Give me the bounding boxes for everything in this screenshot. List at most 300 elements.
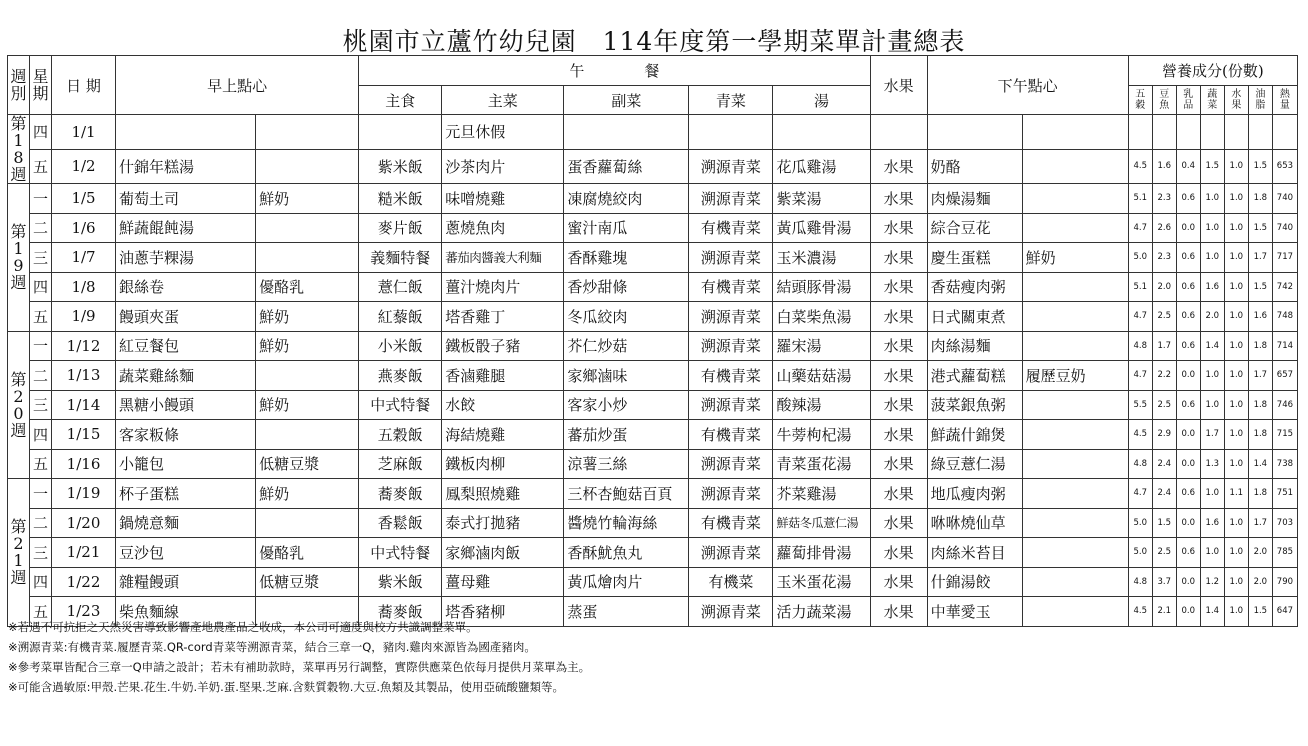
side-cell: 黃瓜燴肉片 [564, 567, 689, 597]
bf2-cell: 低糖豆漿 [256, 449, 359, 479]
header-weekday: 星 期 [30, 56, 52, 115]
nutrition-cell: 0.0 [1176, 567, 1200, 597]
pm2-cell [1022, 479, 1128, 509]
nutrition-cell: 2.0 [1152, 272, 1176, 302]
side-cell: 家鄉滷味 [564, 361, 689, 391]
bf2-cell: 鮮奶 [256, 479, 359, 509]
soup-cell: 羅宋湯 [773, 331, 870, 361]
bf-cell: 豆沙包 [116, 538, 256, 568]
table-body [8, 115, 1298, 627]
staple-cell: 中式特餐 [359, 538, 442, 568]
bf2-cell: 優酪乳 [256, 538, 359, 568]
footnote: ※可能含過敏原:甲殼.芒果.花生.牛奶.羊奶.蛋.堅果.芝麻.含麩質穀物.大豆.魚類及其製品，使用亞硫酸鹽類等。 [8, 680, 565, 694]
bf-cell: 鮮蔬餛飩湯 [116, 213, 256, 243]
veg-cell: 溯源青菜 [689, 331, 773, 361]
nutrition-cell: 1.7 [1248, 508, 1272, 538]
bf-cell: 饅頭夾蛋 [116, 302, 256, 332]
nutrition-cell: 1.0 [1200, 361, 1224, 391]
nutrition-cell: 1.0 [1224, 390, 1248, 420]
side-cell: 三杯杏鮑菇百頁 [564, 479, 689, 509]
nutrition-cell [1272, 115, 1297, 150]
nutrition-cell: 1.4 [1200, 331, 1224, 361]
main-cell: 海結燒雞 [442, 420, 564, 450]
nutrition-cell: 4.7 [1128, 213, 1152, 243]
nutrition-cell: 2.5 [1152, 390, 1176, 420]
header-afternoon: 下午點心 [927, 56, 1128, 115]
fruit-cell: 水果 [870, 479, 927, 509]
soup-cell: 活力蔬菜湯 [773, 597, 870, 627]
nutrition-cell: 2.6 [1152, 213, 1176, 243]
nutrition-cell: 0.6 [1176, 302, 1200, 332]
week-label: 第 2 1 週 [8, 479, 30, 627]
pm-cell: 綜合豆花 [927, 213, 1022, 243]
bf2-cell [256, 115, 359, 150]
nutrition-cell: 1.0 [1200, 538, 1224, 568]
nutrition-cell: 1.5 [1248, 272, 1272, 302]
bf-cell: 銀絲卷 [116, 272, 256, 302]
table-row [8, 213, 1298, 243]
fruit-cell: 水果 [870, 361, 927, 391]
header-soup: 湯 [773, 86, 870, 115]
nutrition-cell: 1.7 [1248, 361, 1272, 391]
date-cell: 1/7 [52, 243, 116, 273]
main-cell: 薑汁燒肉片 [442, 272, 564, 302]
staple-cell: 蕎麥飯 [359, 597, 442, 627]
weekday-cell: 一 [30, 331, 52, 361]
nutrition-cell: 2.9 [1152, 420, 1176, 450]
bf2-cell [256, 243, 359, 273]
nutrition-cell: 1.0 [1224, 149, 1248, 184]
nutrition-cell: 1.5 [1200, 149, 1224, 184]
pm-cell: 奶酪 [927, 149, 1022, 184]
pm2-cell [1022, 567, 1128, 597]
footnotes [8, 617, 590, 697]
pm-cell: 日式關東煮 [927, 302, 1022, 332]
bf-cell: 客家粄條 [116, 420, 256, 450]
footnote: ※若遇不可抗拒之天然災害導致影響產地農產品之收成，本公司可適度與校方共識調整菜單。 [8, 620, 478, 634]
nutrition-cell: 1.5 [1248, 597, 1272, 627]
bf-cell: 蔬菜雞絲麵 [116, 361, 256, 391]
pm2-cell [1022, 115, 1128, 150]
side-cell: 醬燒竹輪海絲 [564, 508, 689, 538]
header-lunch: 午 餐 [359, 56, 870, 86]
table-row [8, 420, 1298, 450]
weekday-cell: 五 [30, 302, 52, 332]
veg-cell: 溯源青菜 [689, 449, 773, 479]
table-row [8, 115, 1298, 150]
header-main: 主菜 [442, 86, 564, 115]
table-row [8, 449, 1298, 479]
main-cell: 元旦休假 [442, 115, 564, 150]
nutrition-cell: 4.5 [1128, 420, 1152, 450]
fruit-cell: 水果 [870, 508, 927, 538]
pm2-cell [1022, 213, 1128, 243]
date-cell: 1/22 [52, 567, 116, 597]
nutrition-cell: 657 [1272, 361, 1297, 391]
veg-cell: 溯源青菜 [689, 390, 773, 420]
nutrition-cell [1200, 115, 1224, 150]
soup-cell: 花瓜雞湯 [773, 149, 870, 184]
fruit-cell: 水果 [870, 597, 927, 627]
nutrition-cell: 1.0 [1224, 449, 1248, 479]
side-cell: 香酥魷魚丸 [564, 538, 689, 568]
weekday-cell: 四 [30, 567, 52, 597]
nutrition-cell: 4.7 [1128, 479, 1152, 509]
staple-cell: 燕麥飯 [359, 361, 442, 391]
nutrition-cell: 1.0 [1224, 420, 1248, 450]
soup-cell: 青菜蛋花湯 [773, 449, 870, 479]
nutrition-cell: 1.5 [1248, 213, 1272, 243]
pm2-cell [1022, 538, 1128, 568]
nutrition-cell: 0.0 [1176, 508, 1200, 538]
main-cell: 蔥燒魚肉 [442, 213, 564, 243]
main-cell: 香滷雞腿 [442, 361, 564, 391]
nutrition-cell: 2.3 [1152, 184, 1176, 214]
nutrition-cell: 4.5 [1128, 597, 1152, 627]
nutrition-cell: 653 [1272, 149, 1297, 184]
fruit-cell: 水果 [870, 272, 927, 302]
main-cell: 塔香雞丁 [442, 302, 564, 332]
veg-cell: 溯源青菜 [689, 149, 773, 184]
main-cell: 鐵板肉柳 [442, 449, 564, 479]
bf2-cell [256, 213, 359, 243]
bf-cell: 葡萄土司 [116, 184, 256, 214]
nutrition-cell: 1.0 [1200, 184, 1224, 214]
weekday-cell: 二 [30, 508, 52, 538]
veg-cell [689, 115, 773, 150]
pm-cell: 港式蘿蔔糕 [927, 361, 1022, 391]
bf2-cell: 鮮奶 [256, 390, 359, 420]
nutrition-cell: 4.8 [1128, 567, 1152, 597]
pm-cell: 地瓜瘦肉粥 [927, 479, 1022, 509]
nutrition-cell: 1.8 [1248, 420, 1272, 450]
nutrition-cell: 0.6 [1176, 272, 1200, 302]
weekday-cell: 三 [30, 243, 52, 273]
bf-cell: 鍋燒意麵 [116, 508, 256, 538]
date-cell: 1/6 [52, 213, 116, 243]
date-cell: 1/23 [52, 597, 116, 627]
table-row [8, 302, 1298, 332]
header-n-grain: 五 穀 [1128, 86, 1152, 115]
veg-cell: 有機青菜 [689, 420, 773, 450]
bf-cell [116, 115, 256, 150]
fruit-cell [870, 115, 927, 150]
nutrition-cell: 1.4 [1200, 597, 1224, 627]
soup-cell: 蘿蔔排骨湯 [773, 538, 870, 568]
main-cell: 薑母雞 [442, 567, 564, 597]
table-row [8, 184, 1298, 214]
nutrition-cell: 751 [1272, 479, 1297, 509]
date-cell: 1/5 [52, 184, 116, 214]
pm-cell: 慶生蛋糕 [927, 243, 1022, 273]
bf-cell: 黑糖小饅頭 [116, 390, 256, 420]
bf2-cell: 鮮奶 [256, 184, 359, 214]
table-row [8, 538, 1298, 568]
date-cell: 1/9 [52, 302, 116, 332]
nutrition-cell: 1.7 [1152, 331, 1176, 361]
header-staple: 主食 [359, 86, 442, 115]
main-cell: 家鄉滷肉飯 [442, 538, 564, 568]
nutrition-cell: 714 [1272, 331, 1297, 361]
nutrition-cell: 1.4 [1248, 449, 1272, 479]
week-label: 第 1 9 週 [8, 184, 30, 332]
table-row [8, 508, 1298, 538]
bf2-cell: 鮮奶 [256, 331, 359, 361]
header-side: 副菜 [564, 86, 689, 115]
fruit-cell: 水果 [870, 420, 927, 450]
nutrition-cell: 1.6 [1200, 508, 1224, 538]
weekday-cell: 五 [30, 149, 52, 184]
side-cell: 芥仁炒菇 [564, 331, 689, 361]
nutrition-cell: 790 [1272, 567, 1297, 597]
soup-cell: 山藥菇菇湯 [773, 361, 870, 391]
staple-cell: 糙米飯 [359, 184, 442, 214]
bf2-cell: 優酪乳 [256, 272, 359, 302]
nutrition-cell: 1.0 [1200, 243, 1224, 273]
side-cell: 蕃茄炒蛋 [564, 420, 689, 450]
nutrition-cell: 1.0 [1224, 597, 1248, 627]
nutrition-cell: 2.0 [1248, 567, 1272, 597]
soup-cell: 黃瓜雞骨湯 [773, 213, 870, 243]
nutrition-cell: 1.8 [1248, 390, 1272, 420]
date-cell: 1/15 [52, 420, 116, 450]
weekday-cell: 三 [30, 390, 52, 420]
main-cell: 沙茶肉片 [442, 149, 564, 184]
staple-cell: 薏仁飯 [359, 272, 442, 302]
table-row [8, 243, 1298, 273]
veg-cell: 有機菜 [689, 567, 773, 597]
side-cell: 客家小炒 [564, 390, 689, 420]
weekday-cell: 五 [30, 597, 52, 627]
fruit-cell: 水果 [870, 213, 927, 243]
side-cell: 蒸蛋 [564, 597, 689, 627]
pm2-cell [1022, 508, 1128, 538]
pm-cell: 中華愛玉 [927, 597, 1022, 627]
nutrition-cell [1176, 115, 1200, 150]
nutrition-cell [1128, 115, 1152, 150]
table-header [8, 56, 1298, 115]
veg-cell: 有機青菜 [689, 272, 773, 302]
soup-cell: 玉米蛋花湯 [773, 567, 870, 597]
pm-cell: 什錦湯餃 [927, 567, 1022, 597]
table-row [8, 361, 1298, 391]
nutrition-cell: 0.0 [1176, 449, 1200, 479]
bf-cell: 杯子蛋糕 [116, 479, 256, 509]
nutrition-cell: 738 [1272, 449, 1297, 479]
nutrition-cell: 740 [1272, 213, 1297, 243]
header-fruit: 水果 [870, 56, 927, 115]
nutrition-cell: 742 [1272, 272, 1297, 302]
nutrition-cell: 2.5 [1152, 302, 1176, 332]
nutrition-cell: 1.0 [1200, 390, 1224, 420]
veg-cell: 有機青菜 [689, 213, 773, 243]
table-row [8, 390, 1298, 420]
nutrition-cell: 4.7 [1128, 302, 1152, 332]
nutrition-cell: 715 [1272, 420, 1297, 450]
bf-cell: 小籠包 [116, 449, 256, 479]
nutrition-cell: 4.5 [1128, 149, 1152, 184]
nutrition-cell: 746 [1272, 390, 1297, 420]
main-cell: 塔香豬柳 [442, 597, 564, 627]
header-n-kcal: 熱 量 [1272, 86, 1297, 115]
header-date: 日 期 [52, 56, 116, 115]
staple-cell: 小米飯 [359, 331, 442, 361]
header-n-dairy: 乳 品 [1176, 86, 1200, 115]
date-cell: 1/12 [52, 331, 116, 361]
bf-cell: 油蔥芋粿湯 [116, 243, 256, 273]
staple-cell [359, 115, 442, 150]
nutrition-cell: 1.0 [1224, 508, 1248, 538]
nutrition-cell: 3.7 [1152, 567, 1176, 597]
nutrition-cell: 0.0 [1176, 213, 1200, 243]
nutrition-cell: 1.0 [1224, 567, 1248, 597]
pm-cell: 肉燥湯麵 [927, 184, 1022, 214]
fruit-cell: 水果 [870, 390, 927, 420]
veg-cell: 有機青菜 [689, 508, 773, 538]
veg-cell: 有機青菜 [689, 361, 773, 391]
nutrition-cell: 0.6 [1176, 331, 1200, 361]
pm-cell: 肉絲米苔目 [927, 538, 1022, 568]
staple-cell: 紫米飯 [359, 567, 442, 597]
pm-cell: 香菇瘦肉粥 [927, 272, 1022, 302]
veg-cell: 溯源青菜 [689, 302, 773, 332]
soup-cell: 芥菜雞湯 [773, 479, 870, 509]
bf2-cell [256, 149, 359, 184]
veg-cell: 溯源青菜 [689, 479, 773, 509]
nutrition-cell: 703 [1272, 508, 1297, 538]
nutrition-cell: 0.6 [1176, 479, 1200, 509]
soup-cell: 玉米濃湯 [773, 243, 870, 273]
staple-cell: 芝麻飯 [359, 449, 442, 479]
nutrition-cell: 5.0 [1128, 508, 1152, 538]
soup-cell [773, 115, 870, 150]
fruit-cell: 水果 [870, 331, 927, 361]
footnote: ※溯源青菜:有機青菜.履歷青菜.QR-cord青菜等溯源青菜，結合三章一Q，豬肉.雞肉來源皆為國產豬肉。 [8, 640, 536, 654]
side-cell: 蛋香蘿蔔絲 [564, 149, 689, 184]
fruit-cell: 水果 [870, 243, 927, 273]
main-cell: 鳳梨照燒雞 [442, 479, 564, 509]
nutrition-cell: 1.5 [1152, 508, 1176, 538]
nutrition-cell: 2.0 [1248, 538, 1272, 568]
fruit-cell: 水果 [870, 567, 927, 597]
weekday-cell: 四 [30, 115, 52, 150]
soup-cell: 鮮菇冬瓜薏仁湯 [773, 508, 870, 538]
side-cell: 香酥雞塊 [564, 243, 689, 273]
side-cell: 蜜汁南瓜 [564, 213, 689, 243]
nutrition-cell: 2.2 [1152, 361, 1176, 391]
pm2-cell [1022, 420, 1128, 450]
soup-cell: 紫菜湯 [773, 184, 870, 214]
main-cell: 蕃茄肉醬義大利麵 [442, 243, 564, 273]
nutrition-cell: 0.6 [1176, 390, 1200, 420]
date-cell: 1/13 [52, 361, 116, 391]
nutrition-cell: 717 [1272, 243, 1297, 273]
nutrition-cell: 2.1 [1152, 597, 1176, 627]
table-row [8, 479, 1298, 509]
pm2-cell [1022, 149, 1128, 184]
nutrition-cell: 1.2 [1200, 567, 1224, 597]
side-cell: 香炒甜條 [564, 272, 689, 302]
weekday-cell: 二 [30, 361, 52, 391]
staple-cell: 紅藜飯 [359, 302, 442, 332]
weekday-cell: 二 [30, 213, 52, 243]
weekday-cell: 四 [30, 420, 52, 450]
nutrition-cell: 2.4 [1152, 449, 1176, 479]
nutrition-cell: 1.8 [1248, 331, 1272, 361]
nutrition-cell: 0.6 [1176, 538, 1200, 568]
bf2-cell [256, 508, 359, 538]
veg-cell: 溯源青菜 [689, 243, 773, 273]
weekday-cell: 五 [30, 449, 52, 479]
nutrition-cell: 748 [1272, 302, 1297, 332]
pm2-cell [1022, 449, 1128, 479]
pm2-cell [1022, 331, 1128, 361]
nutrition-cell [1224, 115, 1248, 150]
week-label: 第 1 8 週 [8, 115, 30, 184]
table-row [8, 272, 1298, 302]
header-breakfast: 早上點心 [116, 56, 359, 115]
nutrition-cell: 2.5 [1152, 538, 1176, 568]
nutrition-cell: 740 [1272, 184, 1297, 214]
fruit-cell: 水果 [870, 538, 927, 568]
nutrition-cell: 1.0 [1224, 302, 1248, 332]
nutrition-cell: 0.4 [1176, 149, 1200, 184]
nutrition-cell: 5.5 [1128, 390, 1152, 420]
nutrition-cell: 5.0 [1128, 538, 1152, 568]
date-cell: 1/21 [52, 538, 116, 568]
date-cell: 1/19 [52, 479, 116, 509]
nutrition-cell: 5.0 [1128, 243, 1152, 273]
pm-cell: 肉絲湯麵 [927, 331, 1022, 361]
main-cell: 鐵板骰子豬 [442, 331, 564, 361]
pm-cell: 咻咻燒仙草 [927, 508, 1022, 538]
nutrition-cell: 1.3 [1200, 449, 1224, 479]
nutrition-cell: 2.0 [1200, 302, 1224, 332]
staple-cell: 中式特餐 [359, 390, 442, 420]
nutrition-cell: 4.8 [1128, 449, 1152, 479]
fruit-cell: 水果 [870, 449, 927, 479]
nutrition-cell: 2.4 [1152, 479, 1176, 509]
soup-cell: 結頭豚骨湯 [773, 272, 870, 302]
staple-cell: 麥片飯 [359, 213, 442, 243]
nutrition-cell: 1.0 [1224, 272, 1248, 302]
nutrition-cell: 1.0 [1224, 538, 1248, 568]
bf-cell: 柴魚麵線 [116, 597, 256, 627]
pm2-cell: 履歷豆奶 [1022, 361, 1128, 391]
weekday-cell: 一 [30, 184, 52, 214]
nutrition-cell: 1.0 [1200, 479, 1224, 509]
veg-cell: 溯源青菜 [689, 538, 773, 568]
weekday-cell: 四 [30, 272, 52, 302]
nutrition-cell: 1.8 [1248, 479, 1272, 509]
side-cell: 涼薯三絲 [564, 449, 689, 479]
bf2-cell [256, 420, 359, 450]
bf-cell: 什錦年糕湯 [116, 149, 256, 184]
nutrition-cell: 1.0 [1224, 331, 1248, 361]
header-week: 週 別 [8, 56, 30, 115]
date-cell: 1/8 [52, 272, 116, 302]
bf2-cell: 低糖豆漿 [256, 567, 359, 597]
bf-cell: 雜糧饅頭 [116, 567, 256, 597]
nutrition-cell: 1.0 [1224, 213, 1248, 243]
header-n-veg: 蔬 菜 [1200, 86, 1224, 115]
nutrition-cell: 0.6 [1176, 243, 1200, 273]
fruit-cell: 水果 [870, 149, 927, 184]
week-label: 第 2 0 週 [8, 331, 30, 479]
header-n-meat: 豆 魚 [1152, 86, 1176, 115]
nutrition-cell: 1.0 [1224, 361, 1248, 391]
nutrition-cell: 0.6 [1176, 184, 1200, 214]
